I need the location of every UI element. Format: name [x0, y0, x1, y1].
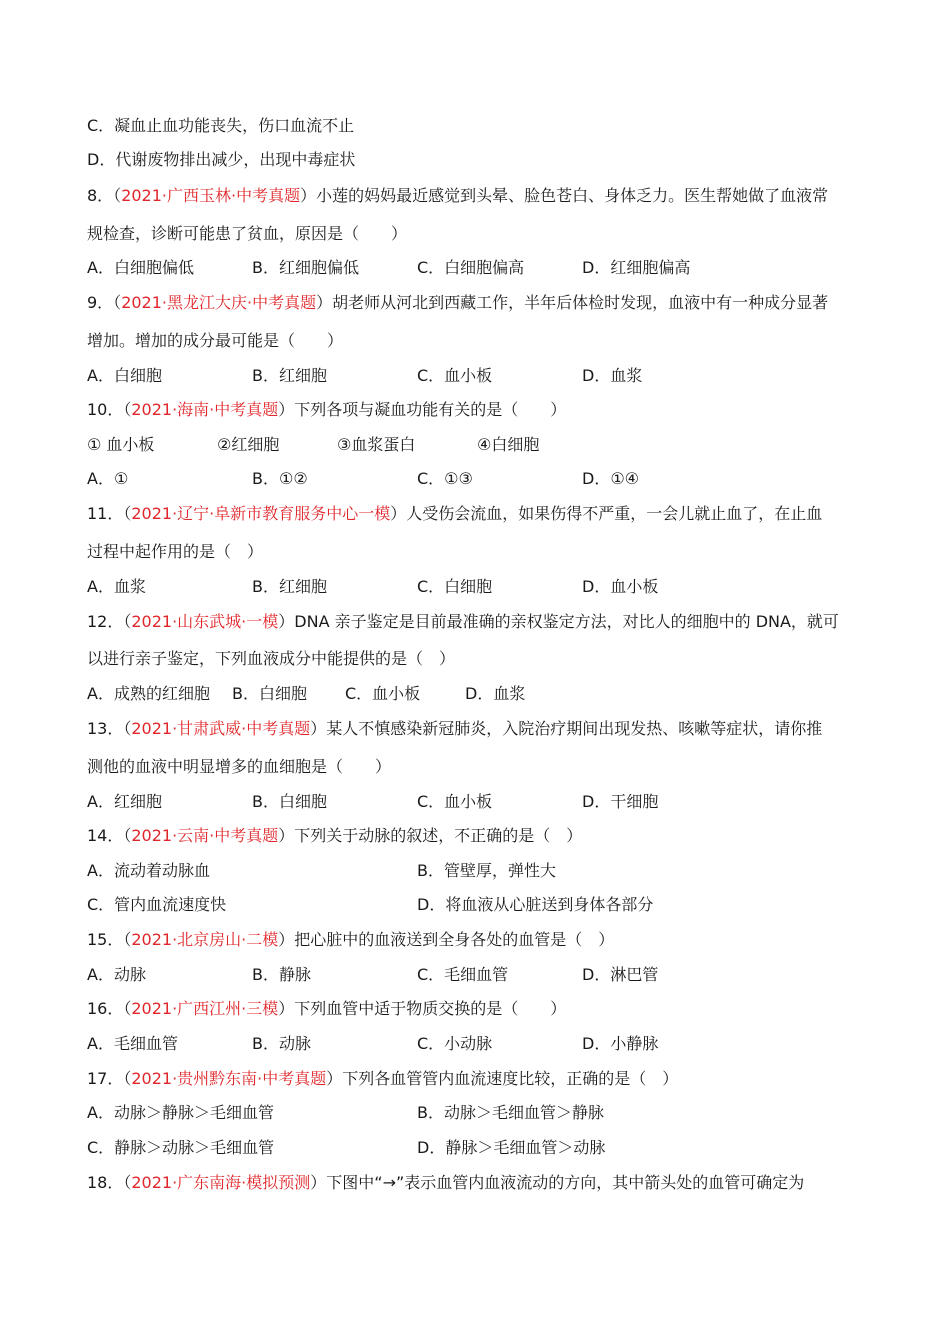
question-source: 2021·海南·中考真题 — [131, 400, 279, 419]
option-d: D．淋巴管 — [582, 965, 659, 984]
question-source: 2021·广西玉林·中考真题 — [121, 186, 301, 205]
question-source: 2021·甘肃武威·中考真题 — [131, 719, 311, 738]
question-source: 2021·北京房山·二模 — [131, 930, 279, 949]
option-a: A．毛细血管 — [87, 1034, 178, 1053]
question-8-stem: 8．（2021·广西玉林·中考真题）小莲的妈妈最近感觉到头晕、脸色苍白、身体乏力。医生帮她做了血液常 — [87, 186, 829, 205]
question-11-stem-cont: 过程中起作用的是（ ） — [87, 542, 264, 561]
choice-4: ④白细胞 — [477, 435, 540, 454]
option-b: B．白细胞 — [252, 792, 327, 811]
option-c: C．管内血流速度快 — [87, 895, 227, 914]
option-b: B．红细胞 — [252, 366, 327, 385]
option-d: D．①④ — [582, 469, 640, 488]
option-d: D．血浆 — [582, 366, 643, 385]
option-a: A．白细胞偏低 — [87, 258, 194, 277]
option-d: D．红细胞偏高 — [582, 258, 691, 277]
question-12-stem-cont: 以进行亲子鉴定，下列血液成分中能提供的是（ ） — [87, 649, 456, 668]
question-12-stem: 12．（2021·山东武城·一模）DNA 亲子鉴定是目前最准确的亲权鉴定方法，对比人的细胞中的 DNA，就可 — [87, 612, 839, 631]
option-b: B．红细胞偏低 — [252, 258, 359, 277]
choice-2: ②红细胞 — [217, 435, 280, 454]
question-source: 2021·云南·中考真题 — [131, 826, 279, 845]
question-9-stem-cont: 增加。增加的成分最可能是（ ） — [87, 331, 344, 350]
question-source: 2021·贵州黔东南·中考真题 — [131, 1069, 327, 1088]
option-b: B．管壁厚，弹性大 — [417, 861, 556, 880]
option-c: C．小动脉 — [417, 1034, 493, 1053]
option-a: A．成熟的红细胞 — [87, 684, 210, 703]
option-c: C．静脉＞动脉＞毛细血管 — [87, 1138, 275, 1157]
option-b: B．红细胞 — [252, 577, 327, 596]
question-source: 2021·辽宁·阜新市教育服务中心一模 — [131, 504, 391, 523]
option-d: D．静脉＞毛细血管＞动脉 — [417, 1138, 606, 1157]
option-b: B．静脉 — [252, 965, 311, 984]
question-source: 2021·广西江州·三模 — [131, 999, 279, 1018]
option-a: A．① — [87, 469, 129, 488]
option-c: C．血小板 — [417, 366, 493, 385]
option-a: A．白细胞 — [87, 366, 162, 385]
question-15-stem: 15．（2021·北京房山·二模）把心脏中的血液送到全身各处的血管是（ ） — [87, 930, 615, 949]
option-a: A．动脉 — [87, 965, 146, 984]
question-9-stem: 9．（2021·黑龙江大庆·中考真题）胡老师从河北到西藏工作，半年后体检时发现，血液中有一种成分显著 — [87, 293, 829, 312]
option-c: C．白细胞偏高 — [417, 258, 525, 277]
question-18-stem: 18．（2021·广东南海·模拟预测）下图中“→”表示血管内血液流动的方向，其中箭头处的血管可确定为 — [87, 1173, 805, 1192]
option-a: A．红细胞 — [87, 792, 162, 811]
question-11-stem: 11．（2021·辽宁·阜新市教育服务中心一模）人受伤会流血，如果伤得不严重，一会儿就止血了，在止血 — [87, 504, 823, 523]
question-13-stem-cont: 测他的血液中明显增多的血细胞是（ ） — [87, 757, 392, 776]
option-c: C．白细胞 — [417, 577, 493, 596]
option-b: B．①② — [252, 469, 308, 488]
option-line: C．凝血止血功能丧失，伤口血流不止 — [87, 116, 355, 135]
option-b: B．动脉 — [252, 1034, 311, 1053]
option-b: B．动脉＞毛细血管＞静脉 — [417, 1103, 604, 1122]
option-line: D．代谢废物排出减少，出现中毒症状 — [87, 150, 356, 169]
option-a: A．动脉＞静脉＞毛细血管 — [87, 1103, 274, 1122]
question-13-stem: 13．（2021·甘肃武威·中考真题）某人不慎感染新冠肺炎，入院治疗期间出现发热、咳嗽等症状，请你推 — [87, 719, 823, 738]
option-d: D．血浆 — [465, 684, 526, 703]
option-c: C．毛细血管 — [417, 965, 509, 984]
option-c: C．血小板 — [345, 684, 421, 703]
question-source: 2021·广东南海·模拟预测 — [131, 1173, 311, 1192]
question-source: 2021·黑龙江大庆·中考真题 — [121, 293, 317, 312]
question-16-stem: 16．（2021·广西江州·三模）下列血管中适于物质交换的是（ ） — [87, 999, 567, 1018]
option-d: D．血小板 — [582, 577, 659, 596]
question-10-stem: 10．（2021·海南·中考真题）下列各项与凝血功能有关的是（ ） — [87, 400, 567, 419]
question-17-stem: 17．（2021·贵州黔东南·中考真题）下列各血管管内血流速度比较，正确的是（ ） — [87, 1069, 679, 1088]
question-8-stem-cont: 规检查，诊断可能患了贫血，原因是（ ） — [87, 224, 408, 243]
question-source: 2021·山东武城·一模 — [131, 612, 279, 631]
choice-3: ③血浆蛋白 — [337, 435, 416, 454]
choice-1: ① 血小板 — [87, 435, 155, 454]
option-a: A．流动着动脉血 — [87, 861, 210, 880]
option-c: C．血小板 — [417, 792, 493, 811]
option-d: D．小静脉 — [582, 1034, 659, 1053]
option-d: D．将血液从心脏送到身体各部分 — [417, 895, 654, 914]
question-14-stem: 14．（2021·云南·中考真题）下列关于动脉的叙述，不正确的是（ ） — [87, 826, 583, 845]
option-d: D．干细胞 — [582, 792, 659, 811]
option-b: B．白细胞 — [232, 684, 307, 703]
option-a: A．血浆 — [87, 577, 146, 596]
option-c: C．①③ — [417, 469, 473, 488]
